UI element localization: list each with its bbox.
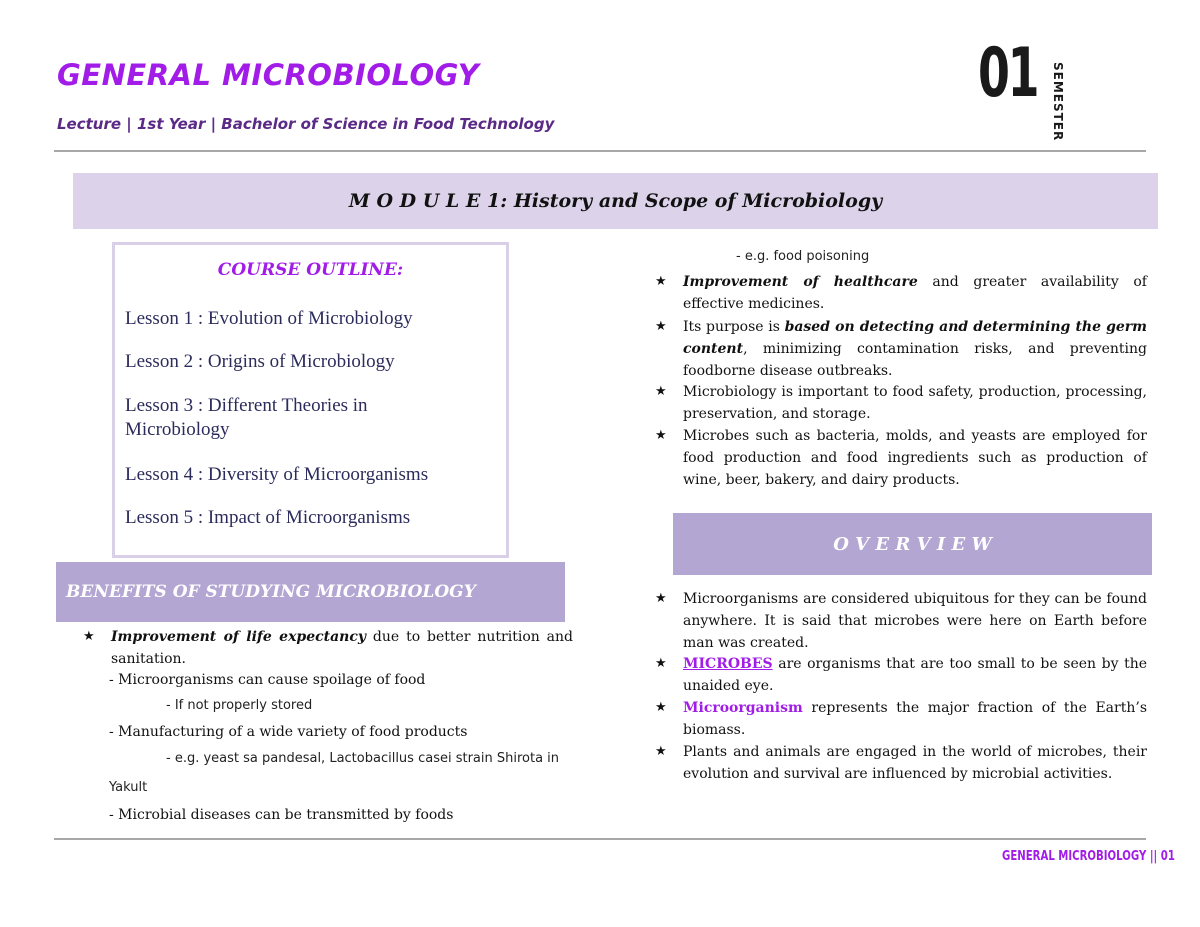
overview-title: O V E R V I E W bbox=[833, 533, 992, 555]
semester-label: SEMESTER bbox=[1051, 62, 1065, 142]
sub-item: - Microorganisms can cause spoilage of food bbox=[109, 672, 426, 688]
item-text: are organisms that are too small to be seen by the unaided eye. bbox=[683, 656, 1147, 694]
list-item bbox=[655, 588, 1147, 654]
sub-item: - Microbial diseases can be transmitted by foods bbox=[109, 807, 454, 823]
star-icon: ★ bbox=[655, 700, 667, 715]
list-item bbox=[655, 425, 1147, 491]
star-icon: ★ bbox=[655, 384, 667, 399]
lesson-item: Lesson 2 : Origins of Microbiology bbox=[125, 351, 395, 372]
module-banner bbox=[73, 173, 1158, 229]
star-icon: ★ bbox=[655, 428, 667, 443]
star-icon: ★ bbox=[655, 319, 667, 334]
star-icon: ★ bbox=[655, 274, 667, 289]
keyword-text: Microorganism bbox=[683, 700, 803, 716]
item-text: Microbes such as bacteria, molds, and yeasts are employed for food production and food ingredients such as production of wine, beer, bakery, and dairy products. bbox=[683, 428, 1147, 488]
lesson-item: Lesson 4 : Diversity of Microorganisms bbox=[125, 464, 429, 485]
header-divider bbox=[54, 150, 1146, 152]
star-icon: ★ bbox=[655, 656, 667, 671]
module-title: M O D U L E 1: History and Scope of Microbiology bbox=[348, 190, 883, 212]
star-icon: ★ bbox=[655, 744, 667, 759]
star-icon: ★ bbox=[83, 629, 95, 644]
list-item bbox=[655, 316, 1147, 382]
star-icon: ★ bbox=[655, 591, 667, 606]
item-text: Plants and animals are engaged in the world of microbes, their evolution and survival are influenced by microbial activities. bbox=[683, 744, 1147, 782]
overview-banner bbox=[673, 513, 1152, 575]
document-title: GENERAL MICROBIOLOGY bbox=[57, 58, 480, 92]
footer-text: GENERAL MICROBIOLOGY || 01 bbox=[1002, 849, 1175, 864]
course-outline-title: COURSE OUTLINE: bbox=[217, 260, 404, 280]
lesson-item: Lesson 3 : Different Theories in Microbiology bbox=[125, 395, 368, 440]
document-subtitle: Lecture | 1st Year | Bachelor of Science in Food Technology bbox=[57, 115, 555, 133]
item-text: Microorganisms are considered ubiquitous for they can be found anywhere. It is said that microbes were here on Earth before man was created. bbox=[683, 591, 1147, 651]
lesson-item: Lesson 5 : Impact of Microorganisms bbox=[125, 507, 411, 528]
item-text: Its purpose is bbox=[683, 319, 785, 335]
emphasis-text: Improvement of life expectancy bbox=[111, 629, 367, 645]
emphasis-text: based on detecting and determining the germ content bbox=[683, 319, 1147, 357]
sub-note: - e.g. yeast sa pandesal, Lactobacillus casei strain Shirota in bbox=[166, 751, 560, 766]
list-item bbox=[655, 653, 1147, 697]
list-item bbox=[655, 381, 1147, 425]
list-item bbox=[655, 741, 1147, 785]
benefits-title: BENEFITS OF STUDYING MICROBIOLOGY bbox=[66, 582, 476, 602]
sub-note: - If not properly stored bbox=[166, 698, 313, 713]
item-text: due to better nutrition and sanitation. bbox=[111, 629, 573, 667]
item-text: represents the major fraction of the Earth’s biomass. bbox=[683, 700, 1147, 738]
list-item bbox=[655, 697, 1147, 741]
emphasis-text: Improvement of healthcare bbox=[683, 274, 918, 290]
sub-note: - e.g. food poisoning bbox=[736, 249, 870, 264]
list-item bbox=[83, 626, 573, 670]
lesson-item: Lesson 1 : Evolution of Microbiology bbox=[125, 308, 413, 329]
semester-number: 01 bbox=[978, 34, 1038, 113]
item-text: Microbiology is important to food safety, production, processing, preservation, and storage. bbox=[683, 384, 1147, 422]
footer-divider bbox=[54, 838, 1146, 840]
list-item bbox=[655, 271, 1147, 315]
item-text: and greater availability of effective medicines. bbox=[683, 274, 1147, 312]
sub-note: Yakult bbox=[109, 780, 148, 795]
keyword-text: MICROBES bbox=[683, 656, 773, 672]
benefits-banner bbox=[56, 562, 565, 622]
item-text: , minimizing contamination risks, and preventing foodborne disease outbreaks. bbox=[683, 341, 1147, 379]
sub-item: - Manufacturing of a wide variety of food products bbox=[109, 724, 468, 740]
